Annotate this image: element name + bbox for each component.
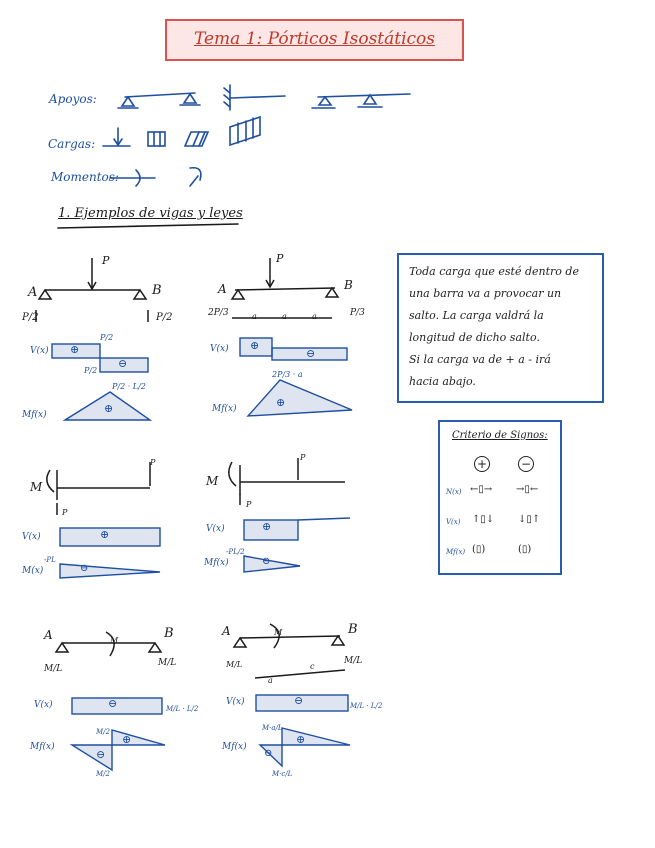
ex2-v-label: V(x) xyxy=(210,344,229,354)
sign-v-plus-icon: ↑▯↓ xyxy=(472,514,495,525)
load-inclined-icon xyxy=(185,132,208,146)
ex4-m-value: -PL/2 xyxy=(226,548,245,556)
ex4-m-diagram xyxy=(244,556,300,572)
ex5-a-label: A xyxy=(44,628,53,642)
ex6-m-bot: M·c/L xyxy=(272,770,293,778)
ex2-a-label: A xyxy=(218,282,227,296)
sign-m-minus-icon: (▯) xyxy=(518,544,532,555)
ex3-load-label: P xyxy=(150,458,156,467)
ex3-v-plus: ⊕ xyxy=(100,528,110,541)
ex1-m-label: Mf(x) xyxy=(22,410,47,420)
ex6-b-label: B xyxy=(348,622,358,637)
page-title: Tema 1: Pórticos Isostáticos xyxy=(193,29,436,49)
ex1-v-diagram xyxy=(52,344,148,372)
load-point-icon xyxy=(103,128,130,146)
ex5-rb-label: M/L xyxy=(158,658,177,668)
ex4-v-diagram xyxy=(244,518,350,540)
ex2-v-plus: ⊕ xyxy=(250,339,260,352)
ex3-v-label: V(x) xyxy=(22,532,41,542)
support-pinned-beam-icon xyxy=(118,93,200,108)
ex1-v-minus: ⊖ xyxy=(118,357,128,370)
ex5-m-plus: ⊕ xyxy=(122,733,132,746)
load-triangular-icon xyxy=(230,117,260,145)
note-line: longitud de dicho salto. xyxy=(409,331,540,344)
note-line: Si la carga va de + a - irá xyxy=(409,353,551,366)
ex2-b-label: B xyxy=(344,278,353,292)
ex2-m-label: Mf(x) xyxy=(212,404,237,414)
ex2-m-plus: ⊕ xyxy=(276,396,286,409)
ex2-rb-label: P/3 xyxy=(350,308,365,318)
ex5-m-diagram xyxy=(72,730,165,770)
ex6-v-label: V(x) xyxy=(226,697,245,707)
ex5-beam xyxy=(56,632,161,656)
ex3-m-minus: ⊖ xyxy=(80,563,89,574)
ex1-beam xyxy=(36,258,148,322)
sign-row-n-label: N(x) xyxy=(446,488,462,496)
ex6-m-label: Mf(x) xyxy=(222,742,247,752)
ex5-moment-label: M xyxy=(110,636,119,645)
sign-n-minus-icon: →▯← xyxy=(516,484,539,495)
ex2-v-minus: ⊖ xyxy=(306,347,316,360)
ex1-v-plus: ⊕ xyxy=(70,343,80,356)
ex6-rb-label: M/L xyxy=(344,656,363,666)
ex1-b-label: B xyxy=(152,283,162,298)
sign-v-minus-icon: ↓▯↑ xyxy=(518,514,541,525)
ex6-v-value: M/L · L/2 xyxy=(350,702,383,710)
note-line: hacia abajo. xyxy=(409,375,476,388)
note-line: Toda carga que esté dentro de xyxy=(409,265,579,278)
support-fixed-icon xyxy=(224,85,285,110)
ex6-dim-a: a xyxy=(268,676,273,685)
legend-momentos-label: Momentos: xyxy=(51,170,119,184)
ex1-ra-label: P/2 xyxy=(22,312,39,323)
ex5-m-bot: M/2 xyxy=(96,770,110,778)
ex3-moment-label: M xyxy=(30,480,43,494)
ex1-v-bot: P/2 xyxy=(84,366,98,375)
ex6-moment-label: M xyxy=(274,628,283,637)
sign-criteria-title: Criterio de Signos: xyxy=(452,430,548,441)
note-line: salto. La carga valdrá la xyxy=(409,309,544,322)
legend-apoyos-label: Apoyos: xyxy=(49,92,97,106)
support-roller-icon xyxy=(312,94,410,108)
ex3-reaction-label: P xyxy=(62,508,68,517)
section-heading: 1. Ejemplos de vigas y leyes xyxy=(58,206,243,221)
ex6-v-minus: ⊖ xyxy=(294,694,304,707)
moment-icon-2 xyxy=(190,168,201,186)
ex4-reaction-label: P xyxy=(246,500,252,509)
ex4-beam xyxy=(229,458,345,505)
ex5-v-label: V(x) xyxy=(34,700,53,710)
ex4-v-label: V(x) xyxy=(206,524,225,534)
ex5-m-top: M/2 xyxy=(96,728,110,736)
ex6-m-plus: ⊕ xyxy=(296,733,306,746)
ex4-load-label: P xyxy=(300,453,306,462)
ex1-a-label: A xyxy=(28,285,38,300)
note-line: una barra va a provocar un xyxy=(409,287,562,300)
ex6-a-label: A xyxy=(222,624,231,638)
ex4-m-minus: ⊖ xyxy=(262,556,271,567)
ex5-v-minus: ⊖ xyxy=(108,697,118,710)
ex2-dim-a: a xyxy=(252,312,257,321)
ex4-v-plus: ⊕ xyxy=(262,520,272,533)
ex2-m-diagram xyxy=(248,380,352,416)
moment-icon-1 xyxy=(110,170,155,186)
ex6-ra-label: M/L xyxy=(226,660,243,669)
ex5-v-value: M/L · L/2 xyxy=(166,705,199,713)
sign-row-v-label: V(x) xyxy=(446,518,461,526)
legend-cargas-label: Cargas: xyxy=(48,137,96,151)
ex1-load-label: P xyxy=(102,254,110,267)
ex5-m-minus: ⊖ xyxy=(96,748,106,761)
ex2-m-max: 2P/3 · a xyxy=(272,370,303,379)
ex6-dim-c: c xyxy=(310,662,315,671)
ex2-beam xyxy=(232,258,338,318)
ex2-dim-b: a xyxy=(282,312,287,321)
sign-minus-icon: − xyxy=(518,456,534,472)
sign-row-m-label: Mf(x) xyxy=(446,548,466,556)
ex6-m-minus: ⊖ xyxy=(264,748,273,759)
ex3-v-diagram xyxy=(60,528,160,546)
sign-n-plus-icon: ←▯→ xyxy=(470,484,493,495)
sign-m-plus-icon: (▯) xyxy=(472,544,486,555)
ex1-m-max: P/2 · L/2 xyxy=(112,382,146,391)
ex1-rb-label: P/2 xyxy=(156,312,173,323)
ex5-ra-label: M/L xyxy=(44,664,63,674)
ex3-m-value: -PL xyxy=(44,556,56,564)
ex2-ra-label: 2P/3 xyxy=(208,308,229,318)
ex3-m-label: M(x) xyxy=(22,566,44,576)
ex1-v-label: V(x) xyxy=(30,346,49,356)
sign-plus-icon: + xyxy=(474,456,490,472)
ex2-load-label: P xyxy=(276,252,284,265)
ex1-m-plus: ⊕ xyxy=(104,402,114,415)
ex5-m-label: Mf(x) xyxy=(30,742,55,752)
ex5-b-label: B xyxy=(164,626,174,641)
ex6-beam xyxy=(234,624,345,678)
note-box xyxy=(397,253,604,403)
ex6-m-top: M·a/L xyxy=(262,724,283,732)
ex1-v-top: P/2 xyxy=(100,333,114,342)
ex3-m-diagram xyxy=(60,564,160,578)
sign-criteria-box xyxy=(438,420,562,575)
load-distributed-icon xyxy=(148,132,165,146)
ex4-moment-label: M xyxy=(206,474,219,488)
ex4-m-label: Mf(x) xyxy=(204,558,229,568)
ex2-dim-c: a xyxy=(312,312,317,321)
